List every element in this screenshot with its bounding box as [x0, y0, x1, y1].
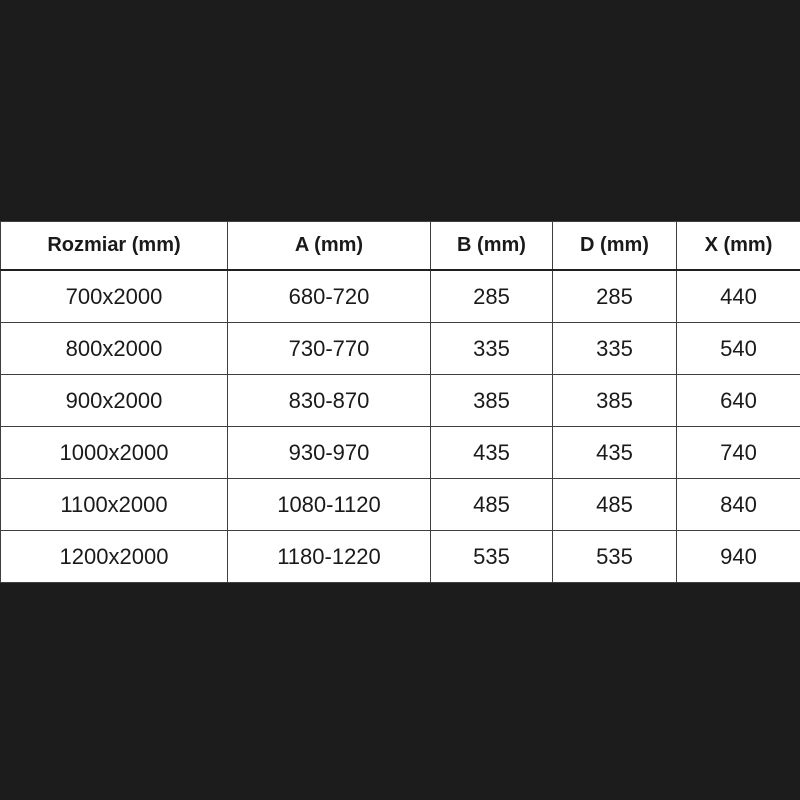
table-row: [1, 323, 800, 375]
table-cell: 385: [431, 375, 553, 427]
column-header-x: X (mm): [677, 222, 800, 271]
table-cell: 1100x2000: [1, 479, 228, 531]
table-cell: 335: [431, 323, 553, 375]
table-row: [1, 375, 800, 427]
table-row: [1, 270, 800, 323]
column-header-rozmiar: Rozmiar (mm): [1, 222, 228, 271]
table-cell: 440: [677, 270, 800, 323]
spec-table: [0, 221, 800, 583]
table-row: [1, 427, 800, 479]
table-cell: 680-720: [228, 270, 431, 323]
table-row: [1, 531, 800, 583]
table-header-row: [1, 222, 800, 271]
table-cell: 285: [553, 270, 677, 323]
table-cell: 1200x2000: [1, 531, 228, 583]
table-row: [1, 479, 800, 531]
table-cell: 285: [431, 270, 553, 323]
table-cell: 940: [677, 531, 800, 583]
column-header-d: D (mm): [553, 222, 677, 271]
table-cell: 640: [677, 375, 800, 427]
table-cell: 840: [677, 479, 800, 531]
column-header-b: B (mm): [431, 222, 553, 271]
table-cell: 830-870: [228, 375, 431, 427]
table-cell: 435: [431, 427, 553, 479]
table-cell: 700x2000: [1, 270, 228, 323]
table-cell: 335: [553, 323, 677, 375]
table-cell: 1080-1120: [228, 479, 431, 531]
table-cell: 485: [431, 479, 553, 531]
table-cell: 385: [553, 375, 677, 427]
table-cell: 730-770: [228, 323, 431, 375]
table-cell: 435: [553, 427, 677, 479]
table-cell: 900x2000: [1, 375, 228, 427]
table-cell: 800x2000: [1, 323, 228, 375]
table-cell: 930-970: [228, 427, 431, 479]
table-cell: 535: [431, 531, 553, 583]
table-cell: 1000x2000: [1, 427, 228, 479]
table-cell: 485: [553, 479, 677, 531]
table-cell: 535: [553, 531, 677, 583]
table-cell: 740: [677, 427, 800, 479]
table-cell: 540: [677, 323, 800, 375]
table-cell: 1180-1220: [228, 531, 431, 583]
column-header-a: A (mm): [228, 222, 431, 271]
